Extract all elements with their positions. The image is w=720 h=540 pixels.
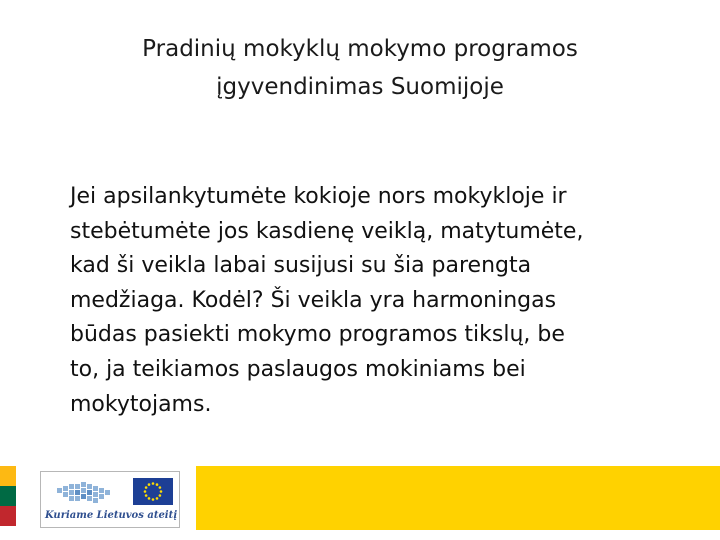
body-line-5: būdas pasiekti mokymo programos tikslų, be	[70, 322, 565, 348]
flag-stripe-yellow	[0, 466, 16, 486]
flag-stripe-red	[0, 506, 16, 526]
slide-title-line-2: įgyvendinimas Suomijoje	[216, 74, 504, 100]
yellow-footer-band	[196, 466, 720, 530]
logo-slogan: Kuriame Lietuvos ateitį	[44, 510, 178, 521]
body-line-2: stebėtumėte jos kasdienę veiklą, matytumėte,	[70, 218, 584, 244]
body-line-6: to, ja teikiamos paslaugos mokiniams bei	[70, 356, 526, 382]
eu-flag-icon	[133, 478, 173, 505]
slide-title-line-1: Pradinių mokyklų mokymo programos	[142, 36, 578, 62]
slide-title	[0, 30, 720, 106]
lithuania-map-logo	[53, 478, 125, 508]
lithuanian-flag-stripes	[0, 466, 16, 526]
slide-body-text	[70, 180, 710, 422]
body-line-1: Jei apsilankytumėte kokioje nors mokykloje ir	[70, 184, 567, 209]
flag-stripe-green	[0, 486, 16, 506]
esf-logo-panel	[40, 471, 180, 528]
body-line-3: kad ši veikla labai susijusi su šia parengta	[70, 253, 532, 279]
body-line-7: mokytojams.	[70, 391, 212, 417]
body-line-4: medžiaga. Kodėl? Ši veikla yra harmoningas	[70, 287, 557, 313]
